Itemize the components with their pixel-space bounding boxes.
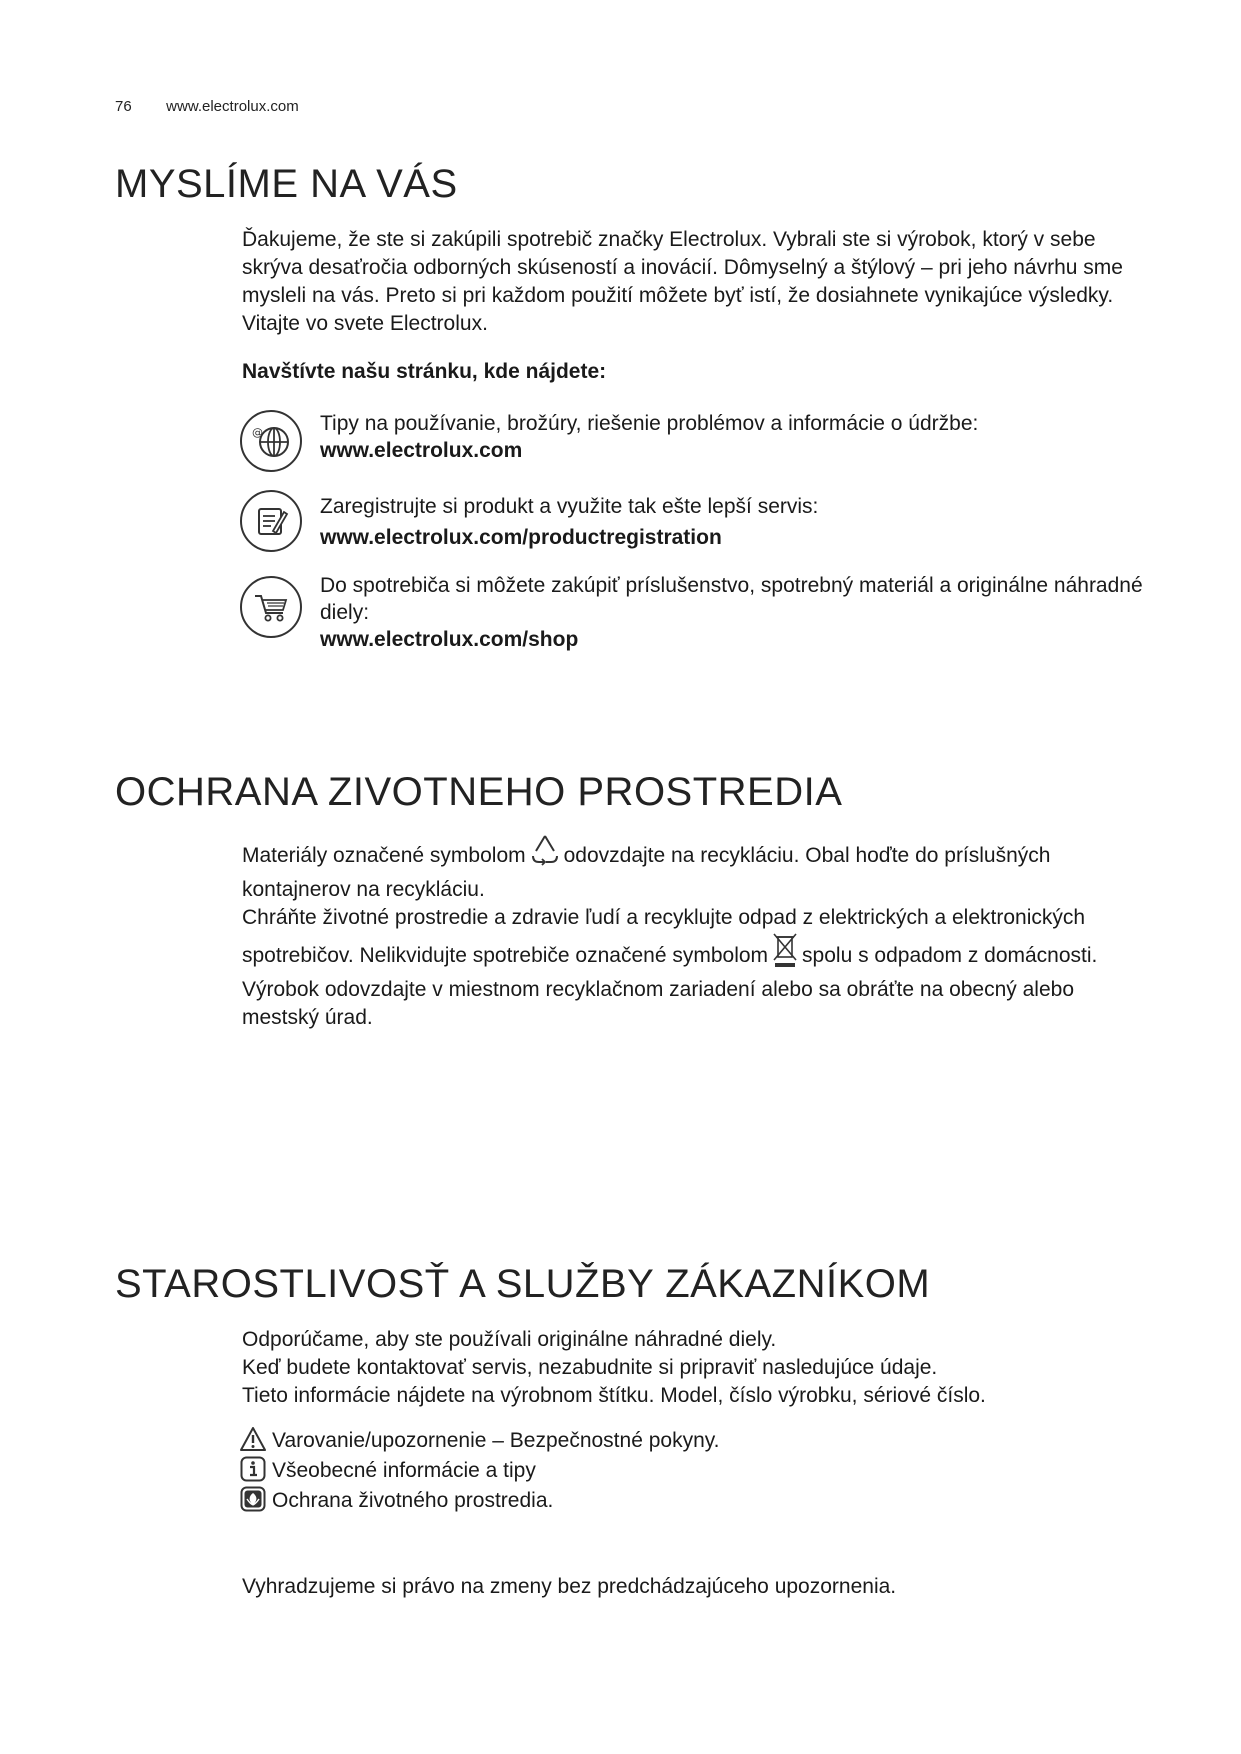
page-number: 76 <box>115 98 132 115</box>
page-header <box>115 98 299 115</box>
env-text-1a: Materiály označené symbolom <box>242 844 526 867</box>
service-line-2: Keď budete kontaktovať servis, nezabudnite si pripraviť nasledujúce údaje. <box>242 1356 938 1379</box>
service-line-1: Odporúčame, aby ste používali originálne náhradné diely. <box>242 1328 777 1351</box>
legend-label-environment: Ochrana životného prostredia. <box>272 1489 554 1512</box>
cart-icon <box>240 576 302 638</box>
env-text-2a: Chráňte životné prostredie a zdravie ľudí a recyklujte odpad z elektrických a elektronických spotrebičov. Nelikvidujte spotrebiče označené symbolom <box>242 906 1086 967</box>
legend-item-info <box>240 1456 720 1486</box>
environment-paragraph <box>242 834 1142 1032</box>
visit-heading: Navštívte našu stránku, kde nájdete: <box>242 360 607 383</box>
globe-icon <box>240 410 302 472</box>
info-icon <box>240 1456 266 1482</box>
env-text-1b: odovzdajte na recykláciu. Obal hoďte do príslušných kontajnerov na recykláciu. <box>242 844 1051 901</box>
intro-text: Ďakujeme, že ste si zakúpili spotrebič značky Electrolux. Vybrali ste si výrobok, ktorý v sebe skrýva desaťročia odborných skúseností a inovácií. Dômyselný a štýlový – pri jeho návrhu sme mysleli na vás. Preto si pri každom použití môžete byť istí, že dosiahnete vynikajúce výsledky. Vitajte vo svete Electrolux. <box>242 228 1123 335</box>
legend-label-warning: Varovanie/upozornenie – Bezpečnostné pokyny. <box>272 1429 720 1452</box>
header-website: www.electrolux.com <box>166 98 299 115</box>
legend-item-environment <box>240 1486 720 1516</box>
service-paragraph <box>242 1326 1162 1410</box>
link-productregistration[interactable]: www.electrolux.com/productregistration <box>320 526 722 549</box>
symbol-legend <box>240 1426 720 1516</box>
visit-heading-block <box>242 358 1162 386</box>
env-text-2b: spolu s odpadom z domácnosti. Výrobok odovzdajte v miestnom recyklačnom zariadení alebo sa obráťte na obecný alebo mestský úrad. <box>242 944 1098 1029</box>
section-title-myslime: MYSLÍME NA VÁS <box>115 162 458 206</box>
recycle-icon <box>530 834 560 876</box>
intro-paragraph <box>242 226 1162 338</box>
section-title-starostlivost: STAROSTLIVOSŤ A SLUŽBY ZÁKAZNÍKOM <box>115 1262 931 1306</box>
legend-label-info: Všeobecné informácie a tipy <box>272 1459 536 1482</box>
item-text-registration: Zaregistrujte si produkt a využite tak ešte lepší servis: <box>320 495 819 518</box>
service-line-3: Tieto informácie nájdete na výrobnom štítku. Model, číslo výrobku, sériové číslo. <box>242 1384 986 1407</box>
environment-icon <box>240 1486 266 1512</box>
link-shop[interactable]: www.electrolux.com/shop <box>320 628 579 651</box>
item-text-tips: Tipy na používanie, brožúry, riešenie problémov a informácie o údržbe: <box>320 412 979 435</box>
legend-item-warning <box>240 1426 720 1456</box>
registration-icon <box>240 490 302 552</box>
item-text-shop: Do spotrebiča si môžete zakúpiť príslušenstvo, spotrebný materiál a originálne náhradné diely: <box>320 574 1143 624</box>
section-title-ochrana: OCHRANA ZIVOTNEHO PROSTREDIA <box>115 770 843 814</box>
disclaimer <box>242 1573 1162 1601</box>
warning-icon <box>240 1426 266 1452</box>
weee-bin-icon <box>772 932 798 976</box>
link-electrolux[interactable]: www.electrolux.com <box>320 439 523 462</box>
disclaimer-text: Vyhradzujeme si právo na zmeny bez predchádzajúceho upozornenia. <box>242 1575 897 1598</box>
svg-text:@: @ <box>252 426 263 439</box>
